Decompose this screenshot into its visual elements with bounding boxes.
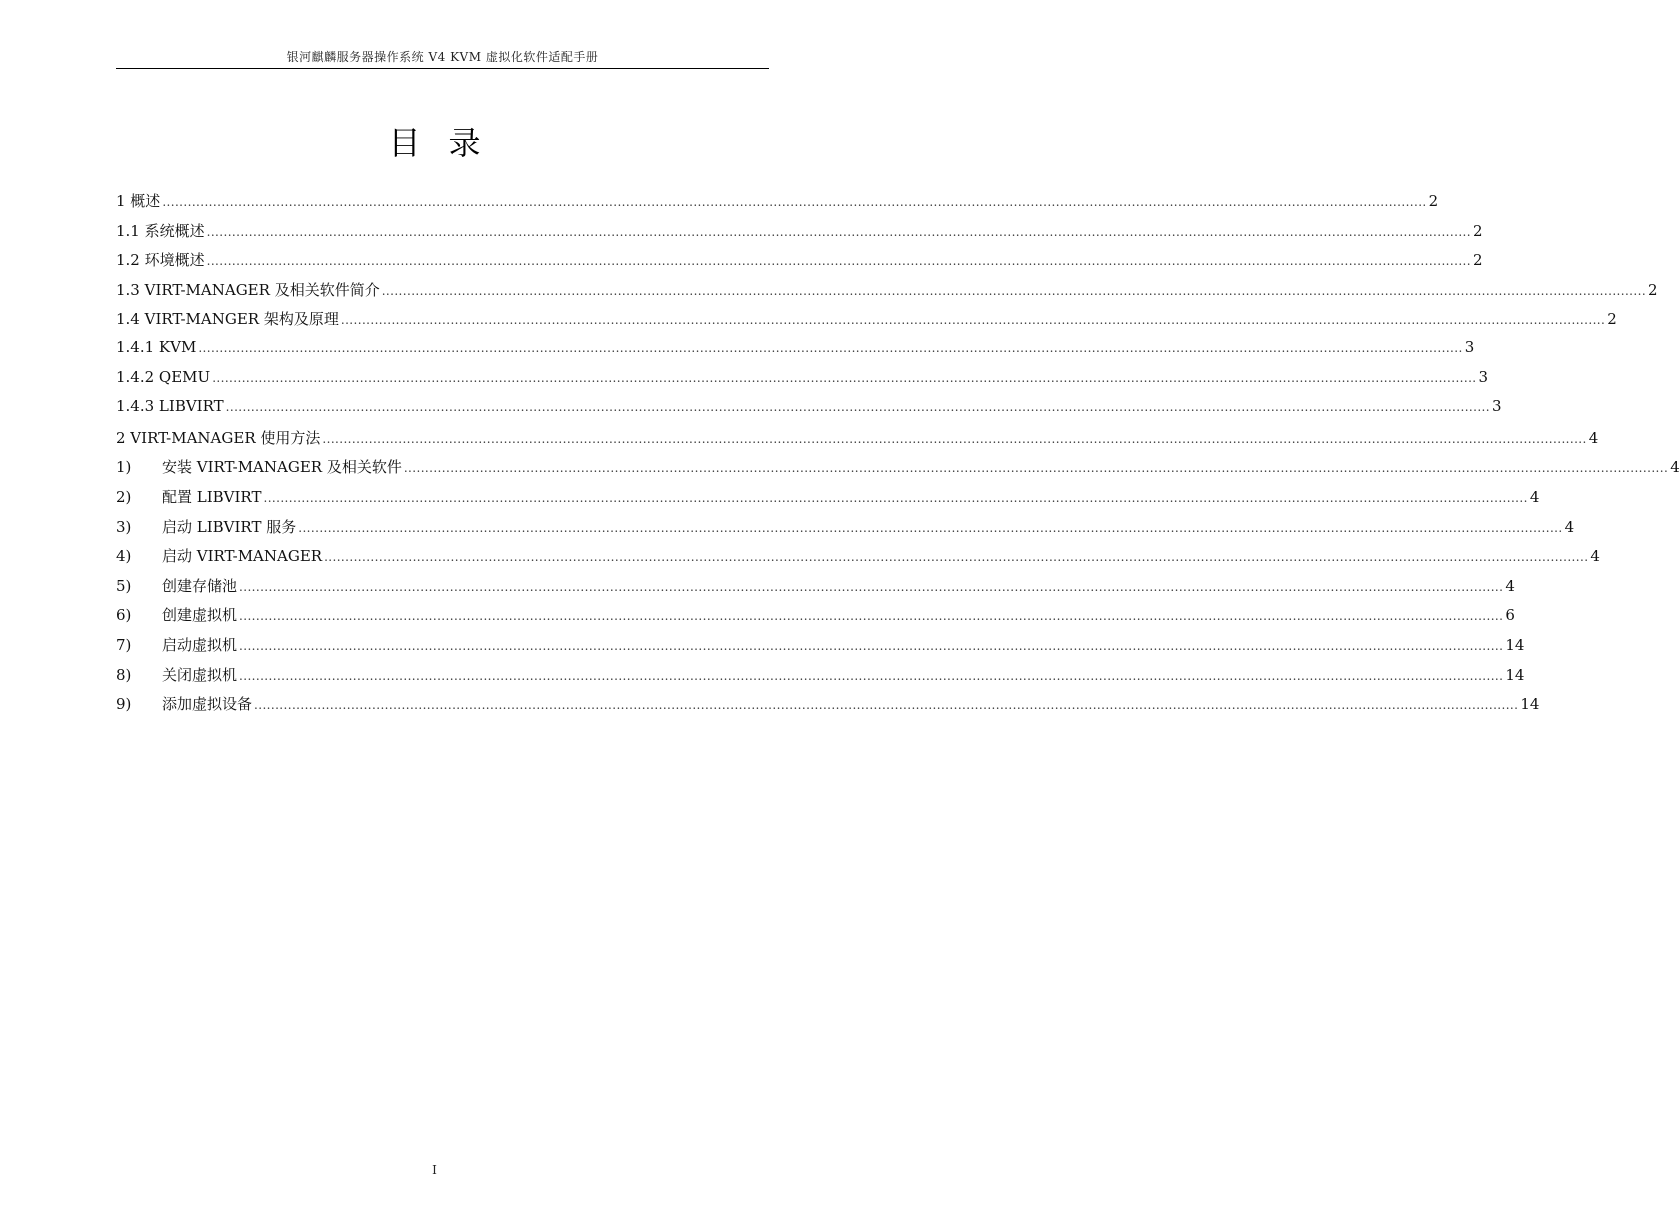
toc-title: 目录: [388, 124, 509, 162]
toc-entry[interactable]: [116, 397, 1502, 427]
toc-entry[interactable]: [116, 664, 1525, 694]
toc-dot-leader: ............................................................................................................................................................................................................................................................................................................: [381, 283, 1647, 298]
toc-entry-page: 4: [1529, 487, 1540, 506]
toc-entry[interactable]: [116, 545, 1600, 575]
toc-dot-leader: ............................................................................................................................................................................................................................................................................................................: [162, 195, 1427, 209]
toc-entry[interactable]: [116, 427, 1599, 457]
toc-dot-leader: ............................................................................................................................................................................................................................................................................................................: [212, 370, 1477, 385]
toc-entry-page: 4: [1588, 428, 1599, 447]
toc-entry-page: 4: [1564, 517, 1575, 536]
toc-dot-leader: ............................................................................................................................................................................................................................................................................................................: [403, 461, 1669, 476]
toc-entry-title: 1.4.3 LIBVIRT: [116, 397, 224, 416]
toc-dot-leader: ............................................................................................................................................................................................................................................................................................................: [239, 579, 1504, 594]
toc-entry-page: 3: [1464, 337, 1475, 356]
page-number: I: [432, 1163, 437, 1177]
toc-entry-title: 1.4 VIRT-MANGER 架构及原理: [116, 310, 339, 329]
toc-entry-page: 4: [1590, 547, 1600, 566]
toc-entry-page: 14: [1505, 635, 1525, 654]
toc-entry-number: 1): [116, 458, 132, 477]
toc-entry-title: 1.1 系统概述: [116, 221, 205, 240]
toc-entry-page: 2: [1607, 310, 1617, 329]
toc-entry-page: 4: [1505, 576, 1515, 595]
toc-entry-number: 5): [116, 576, 132, 595]
toc-entry-title: 1.2 环境概述: [116, 251, 205, 270]
toc-entry-page: 4: [1670, 458, 1680, 477]
toc-entry-title: 启动 LIBVIRT 服务: [162, 517, 297, 536]
toc-entry-title: 关闭虚拟机: [162, 665, 238, 684]
toc-entry[interactable]: [116, 516, 1575, 546]
toc-dot-leader: ............................................................................................................................................................................................................................................................................................................: [239, 638, 1504, 653]
toc-entry[interactable]: [116, 308, 1617, 338]
toc-entry-page: 2: [1428, 192, 1439, 210]
table-of-contents: [116, 190, 1680, 723]
toc-entry-page: 14: [1505, 665, 1525, 684]
header-divider: [116, 68, 769, 69]
toc-dot-leader: ............................................................................................................................................................................................................................................................................................................: [206, 224, 1471, 239]
toc-entry-number: 9): [116, 695, 132, 714]
toc-entry-number: 6): [116, 606, 132, 625]
toc-entry[interactable]: [116, 456, 1680, 486]
toc-entry-title: 创建存储池: [162, 576, 238, 595]
toc-entry-page: 2: [1472, 221, 1483, 240]
toc-entry-title: 1 概述: [116, 192, 161, 210]
toc-entry[interactable]: [116, 337, 1475, 368]
toc-entry[interactable]: [116, 575, 1515, 605]
toc-entry-title: 配置 LIBVIRT: [162, 487, 262, 506]
toc-entry-page: 2: [1472, 251, 1483, 270]
toc-entry-title: 创建虚拟机: [162, 606, 238, 625]
toc-dot-leader: ............................................................................................................................................................................................................................................................................................................: [324, 550, 1589, 565]
toc-entry[interactable]: [116, 634, 1525, 664]
toc-entry-title: 安装 VIRT-MANAGER 及相关软件: [162, 458, 402, 477]
toc-entry[interactable]: [116, 190, 1439, 220]
toc-dot-leader: ............................................................................................................................................................................................................................................................................................................: [239, 609, 1504, 624]
toc-dot-leader: ............................................................................................................................................................................................................................................................................................................: [225, 400, 1490, 415]
toc-dot-leader: ............................................................................................................................................................................................................................................................................................................: [322, 431, 1587, 446]
toc-entry-page: 3: [1478, 367, 1489, 386]
toc-entry[interactable]: [116, 693, 1540, 723]
toc-entry-title: 2 VIRT-MANAGER 使用方法: [116, 428, 321, 447]
running-header: 银河麒麟服务器操作系统 V4 KVM 虚拟化软件适配手册: [286, 50, 599, 64]
toc-entry-title: 1.3 VIRT-MANAGER 及相关软件简介: [116, 280, 380, 299]
toc-entry-title: 1.4.1 KVM: [116, 337, 197, 356]
toc-entry[interactable]: [116, 367, 1489, 398]
toc-entry[interactable]: [116, 249, 1483, 279]
toc-dot-leader: ............................................................................................................................................................................................................................................................................................................: [263, 490, 1528, 505]
toc-dot-leader: ............................................................................................................................................................................................................................................................................................................: [298, 520, 1563, 535]
toc-entry-number: 3): [116, 517, 132, 536]
toc-entry-title: 启动 VIRT-MANAGER: [162, 547, 323, 566]
toc-entry[interactable]: [116, 486, 1540, 516]
toc-entry[interactable]: [116, 220, 1483, 250]
toc-entry-title: 启动虚拟机: [162, 635, 238, 654]
toc-entry-title: 1.4.2 QEMU: [116, 367, 211, 386]
toc-dot-leader: ............................................................................................................................................................................................................................................................................................................: [340, 313, 1606, 328]
toc-entry[interactable]: [116, 279, 1658, 309]
toc-dot-leader: ............................................................................................................................................................................................................................................................................................................: [206, 254, 1471, 269]
toc-entry-page: 2: [1648, 280, 1658, 299]
toc-entry-page: 14: [1520, 695, 1540, 714]
toc-dot-leader: ............................................................................................................................................................................................................................................................................................................: [198, 340, 1463, 355]
toc-entry-page: 6: [1505, 606, 1515, 625]
toc-entry-number: 4): [116, 547, 132, 566]
toc-entry-number: 8): [116, 665, 132, 684]
toc-dot-leader: ............................................................................................................................................................................................................................................................................................................: [254, 698, 1519, 713]
toc-entry-number: 7): [116, 635, 132, 654]
toc-entry[interactable]: [116, 604, 1515, 634]
toc-entry-title: 添加虚拟设备: [162, 695, 253, 714]
toc-dot-leader: ............................................................................................................................................................................................................................................................................................................: [239, 668, 1504, 683]
toc-entry-number: 2): [116, 487, 132, 506]
toc-entry-page: 3: [1491, 397, 1502, 416]
